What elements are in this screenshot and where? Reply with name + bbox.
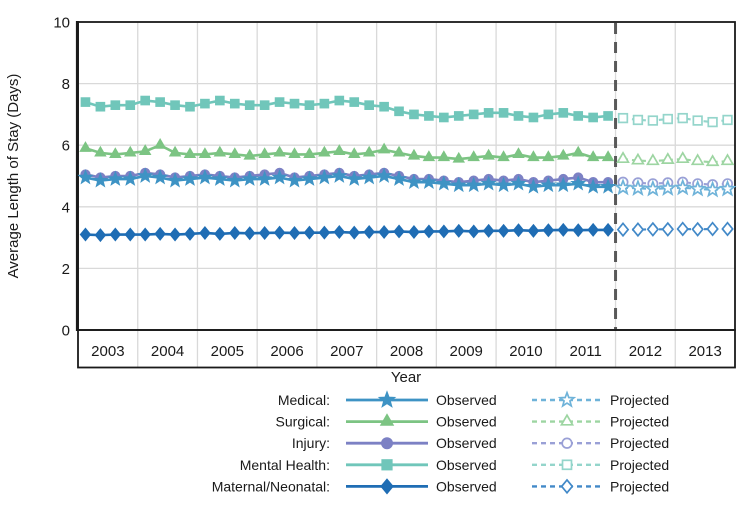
- legend-row-surgical: [276, 414, 670, 430]
- diamond-marker: [707, 223, 717, 235]
- square-marker: [469, 110, 478, 119]
- square-marker: [245, 101, 254, 110]
- diamond-marker: [110, 228, 120, 240]
- triangle-marker: [647, 155, 658, 164]
- square-marker: [663, 115, 672, 124]
- square-marker: [604, 112, 613, 121]
- x-tick-label: 2006: [270, 343, 304, 360]
- legend: [212, 392, 669, 495]
- square-marker: [126, 101, 135, 110]
- diamond-marker: [588, 224, 598, 236]
- square-marker: [81, 98, 90, 107]
- circle-marker: [562, 438, 572, 448]
- triangle-marker: [438, 151, 449, 160]
- diamond-marker: [349, 226, 359, 238]
- square-marker: [186, 102, 195, 111]
- legend-series-label: Injury:: [291, 435, 330, 452]
- x-tick-label: 2007: [330, 343, 364, 360]
- circle-marker: [381, 438, 392, 449]
- diamond-marker: [454, 225, 464, 237]
- square-marker: [589, 113, 598, 122]
- diamond-marker: [394, 225, 404, 237]
- square-marker: [290, 99, 299, 108]
- series-maternal-neonatal-observed: [80, 224, 613, 242]
- diamond-marker: [381, 479, 393, 494]
- diamond-marker: [334, 226, 344, 238]
- square-marker: [96, 102, 105, 111]
- gridlines: [78, 22, 735, 368]
- diamond-marker: [379, 226, 389, 238]
- square-marker: [678, 114, 687, 123]
- diamond-marker: [618, 223, 628, 235]
- square-marker: [216, 96, 225, 105]
- legend-series-label: Surgical:: [275, 413, 330, 430]
- diamond-marker: [483, 225, 493, 237]
- legend-series-label: Medical:: [277, 392, 330, 408]
- square-marker: [529, 113, 538, 122]
- diamond-marker: [364, 226, 374, 238]
- diamond-marker: [663, 223, 673, 235]
- legend-observed-label: Observed: [436, 478, 497, 495]
- diamond-marker: [80, 228, 90, 240]
- square-marker: [335, 96, 344, 105]
- diamond-marker: [215, 228, 225, 240]
- plot-border: [77, 21, 735, 368]
- x-tick-label: 2009: [449, 343, 483, 360]
- x-tick-labels: [91, 343, 722, 360]
- square-marker: [454, 112, 463, 121]
- square-marker: [111, 101, 120, 110]
- diamond-marker: [95, 229, 105, 241]
- triangle-marker: [513, 148, 524, 157]
- x-tick-label: 2010: [509, 343, 543, 360]
- diamond-marker: [498, 225, 508, 237]
- triangle-marker: [155, 139, 166, 148]
- square-marker: [156, 98, 165, 107]
- legend-series-label: Maternal/Neonatal:: [211, 478, 330, 495]
- diamond-marker: [573, 224, 583, 236]
- diamond-marker: [155, 228, 165, 240]
- triangle-marker: [80, 142, 91, 151]
- x-tick-label: 2012: [628, 343, 663, 360]
- diamond-marker: [558, 224, 568, 236]
- diamond-marker: [633, 223, 643, 235]
- square-marker: [708, 118, 717, 127]
- triangle-marker: [561, 415, 572, 425]
- diamond-marker: [125, 228, 135, 240]
- square-marker: [230, 99, 239, 108]
- triangle-marker: [483, 150, 494, 159]
- square-marker: [559, 109, 568, 118]
- star-marker: [560, 393, 574, 406]
- square-marker: [634, 116, 643, 125]
- triangle-marker: [334, 145, 345, 154]
- square-marker: [619, 114, 628, 123]
- square-marker: [410, 110, 419, 119]
- square-marker: [382, 460, 392, 470]
- legend-projected-label: Projected: [610, 435, 670, 452]
- series-surgical-observed: [80, 139, 613, 162]
- triangle-marker: [573, 147, 584, 156]
- square-marker: [440, 113, 449, 122]
- square-marker: [305, 101, 314, 110]
- diamond-marker: [603, 224, 613, 236]
- square-marker: [320, 99, 329, 108]
- diamond-marker: [543, 224, 553, 236]
- square-marker: [260, 101, 269, 110]
- diamond-marker: [469, 225, 479, 237]
- legend-projected-label: Projected: [610, 478, 670, 495]
- diamond-marker: [439, 225, 449, 237]
- legend-projected-label: Projected: [610, 456, 670, 473]
- legend-observed-label: Observed: [436, 413, 497, 430]
- square-marker: [380, 102, 389, 111]
- diamond-marker: [528, 225, 538, 237]
- square-marker: [275, 98, 284, 107]
- square-marker: [141, 96, 150, 105]
- triangle-marker: [692, 155, 703, 164]
- x-tick-label: 2003: [91, 343, 125, 360]
- legend-observed-label: Observed: [436, 435, 497, 452]
- y-tick-label: 0: [61, 322, 70, 340]
- square-marker: [514, 112, 523, 121]
- y-tick-label: 10: [53, 14, 70, 32]
- triangle-marker: [618, 153, 629, 162]
- legend-observed-label: Observed: [436, 392, 497, 408]
- square-marker: [395, 107, 404, 116]
- triangle-marker: [381, 414, 394, 425]
- diamond-marker: [648, 223, 658, 235]
- diamond-marker: [260, 227, 270, 239]
- square-marker: [365, 101, 374, 110]
- legend-series-label: Mental Health:: [239, 456, 330, 473]
- square-marker: [574, 112, 583, 121]
- diamond-marker: [424, 225, 434, 237]
- triangle-marker: [603, 151, 614, 160]
- diamond-marker: [230, 227, 240, 239]
- diamond-marker: [140, 228, 150, 240]
- x-axis-title: Year: [390, 369, 422, 386]
- series-mental-health-observed: [81, 96, 612, 122]
- x-tick-label: 2011: [569, 343, 602, 360]
- diamond-marker: [409, 226, 419, 238]
- diamond-marker: [185, 228, 195, 240]
- diamond-marker: [245, 227, 255, 239]
- y-axis-title: Average Length of Stay (Days): [5, 73, 22, 279]
- legend-row-mental-health: [240, 457, 669, 473]
- square-marker: [723, 116, 732, 125]
- legend-projected-label: Projected: [610, 413, 670, 430]
- legend-projected-label: Projected: [610, 392, 670, 408]
- legend-row-medical: [278, 392, 669, 408]
- square-marker: [425, 112, 434, 121]
- y-tick-label: 8: [61, 76, 70, 94]
- triangle-marker: [722, 155, 733, 164]
- x-tick-label: 2004: [150, 343, 185, 360]
- square-marker: [649, 116, 658, 125]
- x-tick-label: 2005: [210, 343, 245, 360]
- diamond-marker: [319, 226, 329, 238]
- triangle-marker: [677, 153, 688, 162]
- y-tick-labels: [53, 15, 70, 340]
- square-marker: [499, 109, 508, 118]
- diamond-marker: [274, 226, 284, 238]
- triangle-marker: [214, 147, 225, 156]
- diamond-marker: [304, 226, 314, 238]
- legend-observed-label: Observed: [436, 456, 497, 473]
- square-marker: [350, 98, 359, 107]
- x-tick-label: 2008: [389, 343, 424, 360]
- triangle-marker: [707, 156, 718, 165]
- square-marker: [171, 101, 180, 110]
- diamond-marker: [722, 223, 732, 235]
- triangle-marker: [274, 147, 285, 156]
- star-marker: [379, 392, 395, 407]
- legend-row-maternal-neonatal: [212, 478, 669, 494]
- y-tick-label: 2: [61, 260, 70, 278]
- diamond-marker: [200, 227, 210, 239]
- square-marker: [201, 99, 210, 108]
- diamond-marker: [289, 227, 299, 239]
- diamond-marker: [693, 223, 703, 235]
- y-tick-label: 6: [61, 137, 70, 155]
- legend-row-injury: [292, 435, 669, 451]
- square-marker: [544, 110, 553, 119]
- diamond-marker: [678, 223, 688, 235]
- diamond-marker: [513, 224, 523, 236]
- square-marker: [693, 116, 702, 125]
- square-marker: [563, 460, 572, 469]
- x-tick-label: 2013: [688, 343, 722, 360]
- triangle-marker: [662, 154, 673, 163]
- square-marker: [484, 109, 493, 118]
- triangle-marker: [633, 154, 644, 163]
- diamond-marker: [562, 480, 573, 493]
- diamond-marker: [170, 228, 180, 240]
- y-tick-label: 4: [61, 199, 70, 217]
- series-layer: [79, 96, 734, 241]
